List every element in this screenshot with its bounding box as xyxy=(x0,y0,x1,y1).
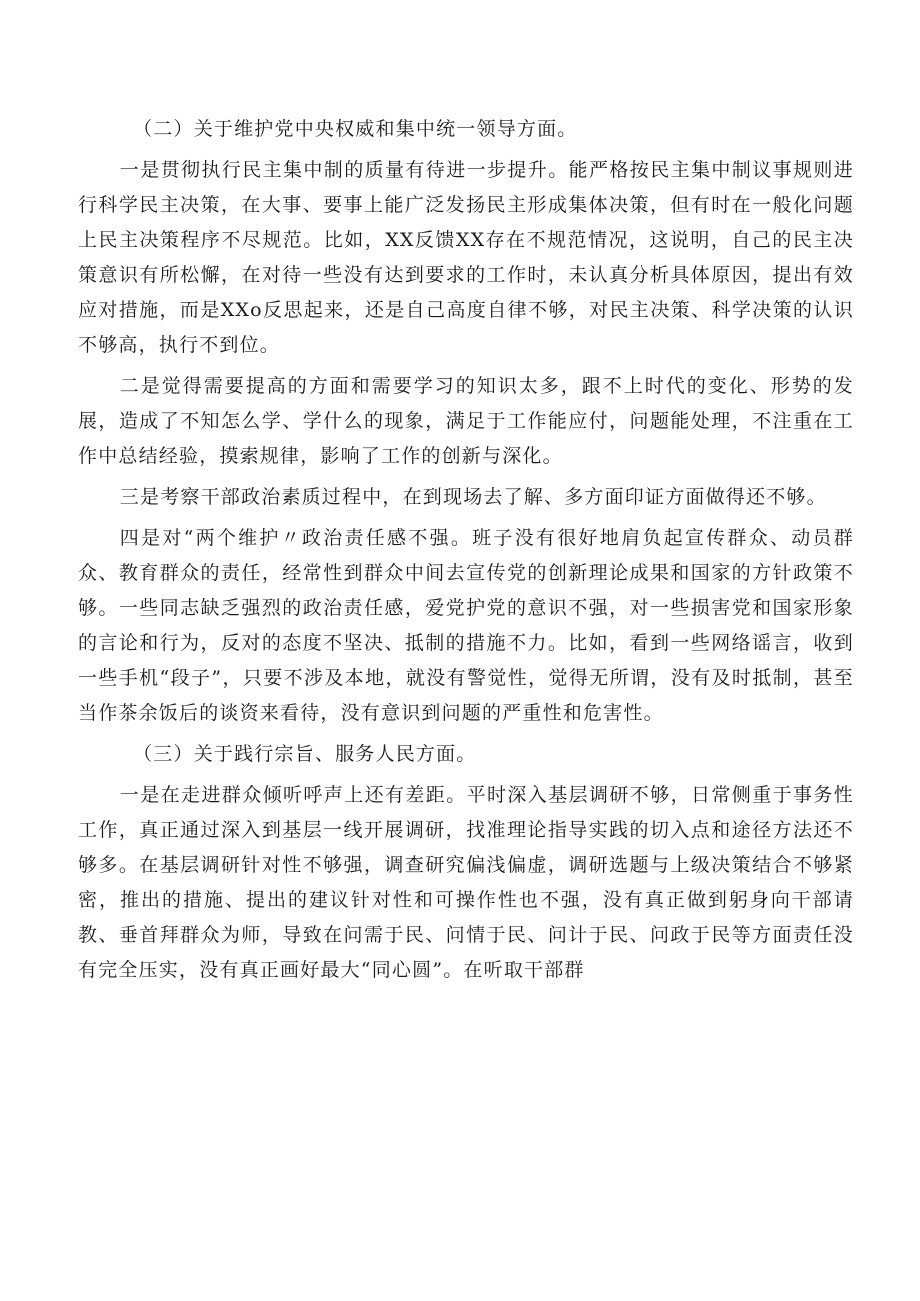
paragraph: 一是贯彻执行民主集中制的质量有待进一步提升。能严格按民主集中制议事规则进行科学民主决策，在大事、要事上能广泛发扬民主形成集体决策，但有时在一般化问题上民主决策程序不尽规范。比如，XX反馈XX存在不规范情况，这说明，自己的民主决策意识有所松懈，在对待一些没有达到要求的工作时，未认真分析具体原因，提出有效应对措施，而是XXo反思起来，还是自己高度自律不够，对民主决策、科学决策的认识不够高，执行不到位。 xyxy=(78,159,854,356)
paragraph: 二是觉得需要提高的方面和需要学习的知识太多，跟不上时代的变化、形势的发展，造成了不知怎么学、学什么的现象，满足于工作能应付，问题能处理，不注重在工作中总结经验，摸索规律，影响了工作的创新与深化。 xyxy=(78,375,854,467)
section-heading-3: （三）关于践行宗旨、服务人民方面。 xyxy=(133,743,477,765)
paragraph: 四是对“两个维护〃政治责任感不强。班子没有很好地肩负起宣传群众、动员群众、教育群众的责任，经常性到群众中间去宣传党的创新理论成果和国家的方针政策不够。一些同志缺乏强烈的政治责任感，爱党护党的意识不强，对一些损害党和国家形象的言论和行为，反对的态度不坚决、抵制的措施不力。比如，看到一些网络谣言，收到一些手机“段子”，只要不涉及本地，就没有警觉性，觉得无所谓，没有及时抵制，甚至当作茶余饭后的谈资来看待，没有意识到问题的严重性和危害性。 xyxy=(78,527,854,724)
paragraph: 一是在走进群众倾听呼声上还有差距。平时深入基层调研不够，日常侧重于事务性工作，真正通过深入到基层一线开展调研，找准理论指导实践的切入点和途径方法还不够多。在基层调研针对性不够强，调查研究偏浅偏虚，调研选题与上级决策结合不够紧密，推出的措施、提出的建议针对性和可操作性也不强，没有真正做到躬身向干部请教、垂首拜群众为师，导致在问需于民、问情于民、问计于民、问政于民等方面责任没有完全压实，没有真正画好最大“同心圆”。在听取干部群 xyxy=(78,784,854,981)
document-body xyxy=(78,112,854,994)
paragraph: 三是考察干部政治素质过程中，在到现场去了解、多方面印证方面做得还不够。 xyxy=(119,486,827,508)
section-heading-2: （二）关于维护党中央权威和集中统一领导方面。 xyxy=(133,118,578,140)
